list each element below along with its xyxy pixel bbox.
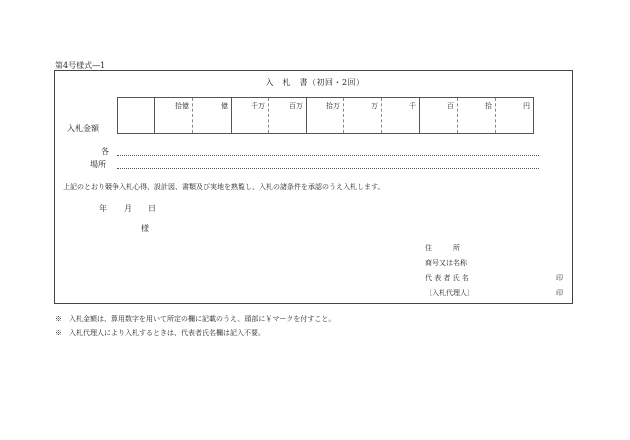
place-label-each: 各 [101, 147, 109, 156]
amount-cell-yen [496, 98, 533, 133]
representative-name-label: 代 表 者 氏 名 [425, 274, 469, 282]
unit-label: 拾 [485, 102, 492, 110]
seal-mark-proxy: 印 [556, 289, 563, 297]
date-month-label: 月 [124, 204, 132, 213]
unit-label: 百 [447, 102, 454, 110]
note-2: ※ 入札代理人により入札するときは、代表者氏名欄は記入不要。 [55, 329, 265, 337]
bidder-address-label: 住 所 [425, 244, 460, 252]
place-dotted-line-1 [117, 155, 539, 156]
bid-statement: 上記のとおり競争入札心得、設計図、書類及び実地を熟覧し、入札の諸条件を承認のうえ入札します。 [63, 183, 385, 191]
unit-label: 億 [221, 102, 228, 110]
amount-cell-hundred [420, 98, 458, 133]
unit-label: 円 [523, 102, 530, 110]
note-1: ※ 入札金額は、算用数字を用いて所定の欄に記載のうえ、頭部に￥マークを付すこと。 [55, 315, 336, 323]
date-day-label: 日 [148, 204, 156, 213]
unit-label: 拾万 [326, 102, 340, 110]
amount-cell-billion [193, 98, 232, 133]
amount-cell-hundred-thousand [307, 98, 344, 133]
proxy-label: 〔入札代理人〕 [425, 289, 474, 297]
unit-label: 百万 [289, 102, 303, 110]
form-id: 第4号様式―1 [55, 61, 106, 70]
bidder-company-label: 商号又は名称 [425, 259, 467, 267]
amount-cell-ten-million [232, 98, 269, 133]
amount-cell-ten-thousand [344, 98, 382, 133]
unit-label: 千 [409, 102, 416, 110]
form-title: 入 札 書（初回・2回） [265, 78, 365, 87]
addressee-honorific: 様 [141, 224, 149, 233]
place-label-location: 場所 [90, 160, 106, 169]
seal-mark-representative: 印 [556, 274, 563, 282]
unit-label: 千万 [251, 102, 265, 110]
amount-cell-ten [458, 98, 496, 133]
amount-label: 入札金額 [67, 124, 99, 133]
unit-label: 万 [371, 102, 378, 110]
amount-cell-lead [118, 98, 155, 133]
amount-cell-billion-ten [155, 98, 193, 133]
unit-label: 拾億 [175, 102, 189, 110]
bid-amount-grid [117, 97, 534, 134]
amount-cell-million [269, 98, 307, 133]
place-dotted-line-2 [117, 168, 539, 169]
amount-cell-thousand [382, 98, 420, 133]
date-year-label: 年 [99, 204, 107, 213]
